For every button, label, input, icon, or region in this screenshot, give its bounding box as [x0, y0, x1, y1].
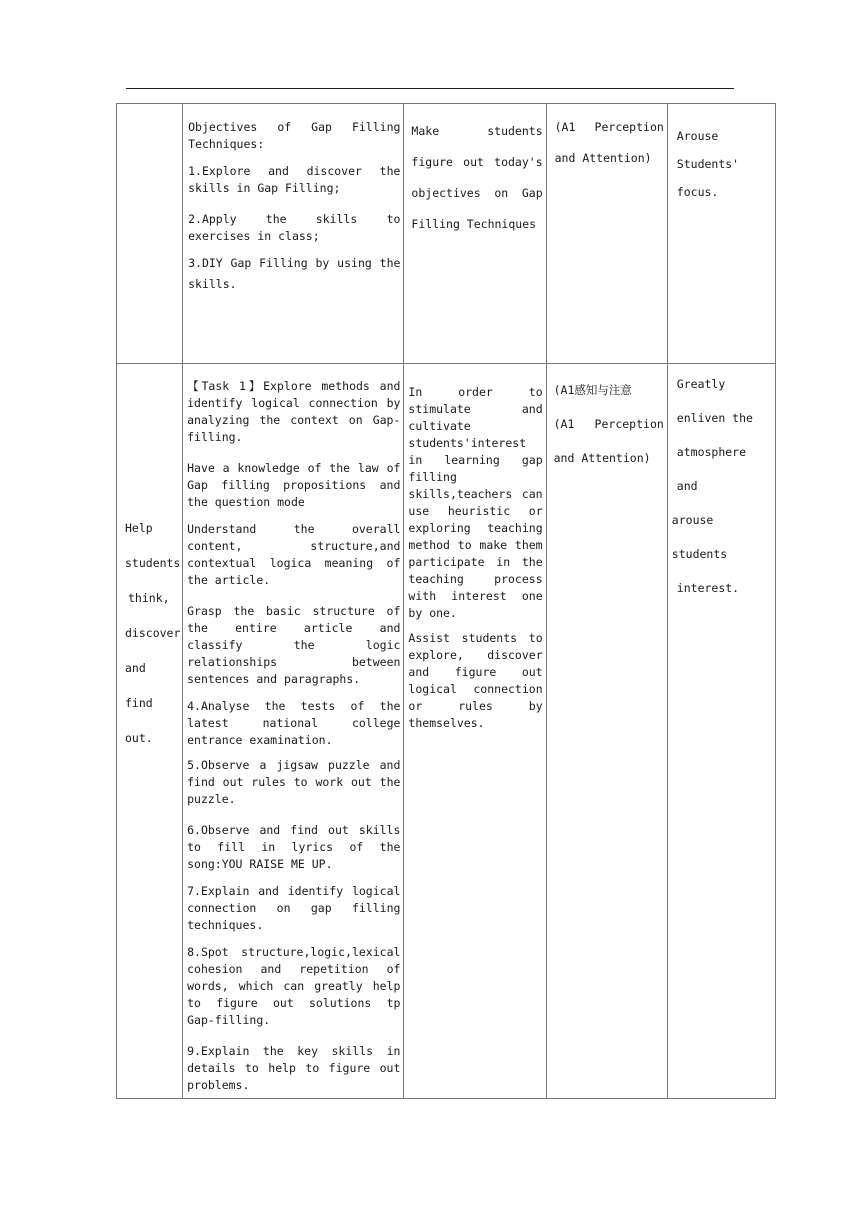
purpose-line: interest. [676, 581, 740, 595]
purpose-cell [667, 104, 775, 364]
teacher-activity-text: Assist students to explore, discover and figure out logical connection or rules by themselves. [408, 631, 543, 730]
teacher-activity-text: In order to stimulate and cultivate students'interest in learning gap filling skills,teachers can use heuristic or exploring teaching method to make them participate in the teaching process with interest one by one. [408, 385, 543, 620]
purpose-line: arouse students [671, 513, 728, 561]
task-item: 4.Analyse the tests of the latest national college entrance examination. [187, 699, 401, 747]
objectives-cell [183, 104, 404, 364]
stage-cell [117, 364, 183, 1099]
task-item: 5.Observe a jigsaw puzzle and find out rules to work out the puzzle. [187, 758, 401, 806]
purpose-line: enliven the [676, 411, 753, 425]
task-item: Grasp the basic structure of the entire article and classify the logic relationships between sentences and paragraphs. [187, 604, 401, 686]
purpose-line: Greatly [676, 377, 726, 391]
table-row [117, 104, 776, 364]
purpose-cell [667, 364, 775, 1099]
stage-word: Help [125, 520, 153, 535]
stage-word: think, [128, 590, 170, 605]
objective-item: 3.DIY Gap Filling by using the skills. [188, 256, 401, 291]
competence-text: (A1 Perception and Attention) [553, 417, 664, 465]
competence-cell [546, 104, 667, 364]
task-item: Have a knowledge of the law of Gap filling propositions and the question mode [187, 461, 401, 509]
lesson-plan-table [116, 103, 776, 1099]
competence-text-cn: (A1感知与注意 [553, 383, 632, 397]
competence-text: (A1 Perception and Attention) [554, 120, 664, 165]
task-item: 8.Spot structure,logic,lexical cohesion and repetition of words, which can greatly help to figure out solutions tp Gap-filling. [187, 945, 401, 1027]
task-item: 7.Explain and identify logical connection on gap filling techniques. [187, 884, 401, 932]
task-item: 9.Explain the key skills in details to help to figure out problems. [187, 1044, 401, 1092]
stage-word: discover [125, 625, 181, 640]
stage-cell-empty [117, 104, 183, 364]
header-rule [126, 88, 734, 89]
stage-word: out. [125, 730, 153, 745]
stage-word: and [125, 660, 146, 675]
stage-word: students [125, 555, 181, 570]
teacher-activity-text: Make students figure out today's objectives on Gap Filling Techniques [411, 124, 543, 231]
purpose-line: atmosphere and [676, 445, 747, 493]
task-item: 【Task 1】Explore methods and identify logical connection by analyzing the context on Gap-filling. [187, 379, 401, 444]
teacher-activity-cell [404, 104, 546, 364]
objective-item: 1.Explore and discover the skills in Gap Filling; [188, 164, 401, 195]
teacher-activity-cell [404, 364, 546, 1099]
objective-item: 2.Apply the skills to exercises in class; [188, 212, 401, 243]
tasks-cell [183, 364, 404, 1099]
purpose-text: Arouse Students' focus. [676, 129, 740, 199]
task-item: Understand the overall content, structure,and contextual logica meaning of the article. [187, 522, 401, 587]
stage-word: find [125, 695, 153, 710]
objectives-heading: Objectives of Gap Filling Techniques: [188, 120, 401, 151]
table-row [117, 364, 776, 1099]
task-item: 6.Observe and find out skills to fill in lyrics of the song:YOU RAISE ME UP. [187, 823, 401, 871]
competence-cell [546, 364, 667, 1099]
